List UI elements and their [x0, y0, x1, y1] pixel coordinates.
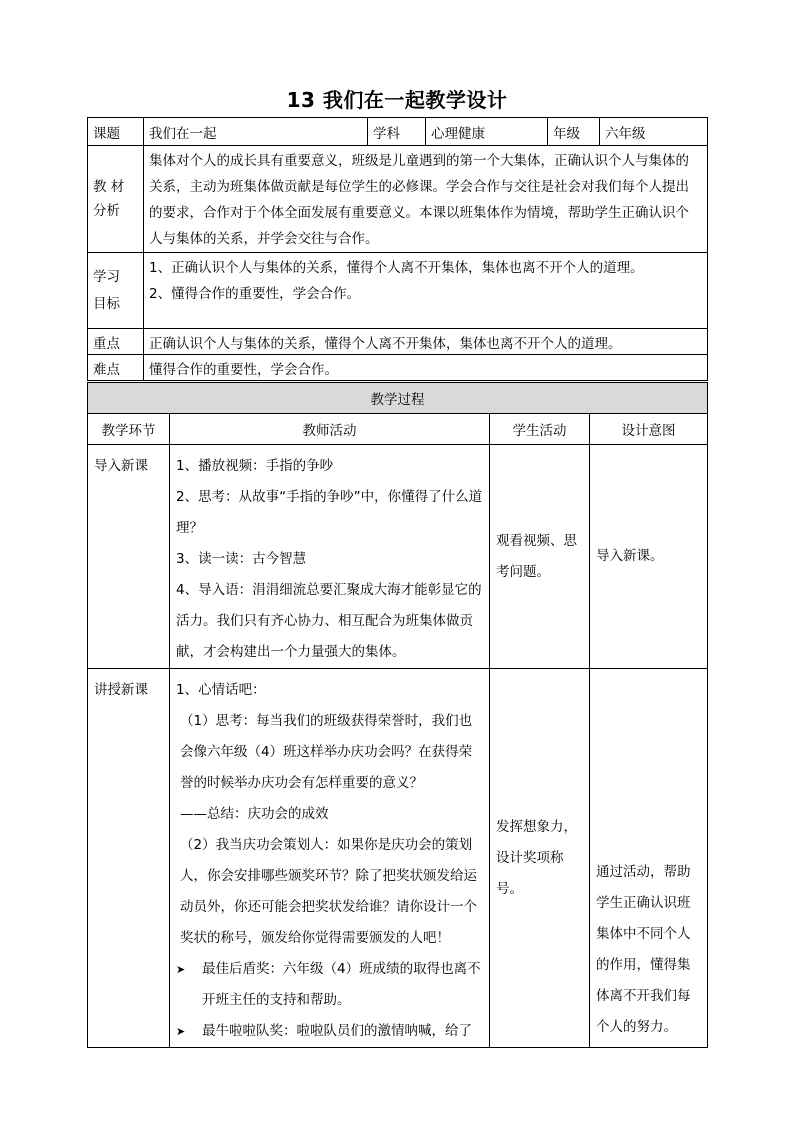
difficulty-text: 懂得合作的重要性，学会合作。	[144, 355, 708, 381]
goal-item: 2、懂得合作的重要性，学会合作。	[149, 286, 361, 302]
teacher-step: 4、导入语：涓涓细流总要汇聚成大海才能彰显它的活力。我们只有齐心协力、相互配合为班集体做贡献，才会构建出一个力量强大的集体。	[176, 582, 482, 660]
teacher-step: 2、思考：从故事“手指的争吵”中，你懂得了什么道理？	[176, 489, 483, 536]
page-title: 13 我们在一起教学设计	[286, 88, 508, 112]
analysis-label-line1: 教 材	[93, 179, 125, 195]
teacher-step: 1、播放视频：手指的争吵	[176, 458, 334, 474]
goals-label	[88, 253, 144, 329]
teacher-step: （1）思考：每当我们的班级获得荣誉时，我们也会像六年级（4）班这样举办庆功会吗？在获得荣誉的时候举办庆功会有怎样重要的意义？	[180, 713, 473, 791]
column-header-teacher: 教师活动	[170, 414, 490, 445]
column-header-intent: 设计意图	[590, 414, 708, 445]
award-item	[176, 954, 483, 1016]
goals-label-line1: 学习	[93, 268, 120, 285]
analysis-label-line2: 分析	[93, 203, 120, 219]
grade-label: 年级	[548, 118, 600, 146]
goals-cell	[144, 253, 708, 329]
goal-item: 1、正确认识个人与集体的关系，懂得个人离不开集体，集体也离不开个人的道理。	[149, 260, 644, 276]
table-row	[88, 669, 708, 1048]
course-value: 我们在一起	[144, 118, 368, 146]
subject-value: 心理健康	[426, 118, 548, 146]
analysis-text: 集体对个人的成长具有重要意义，班级是儿童遇到的第一个大集体，正确认识个人与集体的关系，主动为班集体做贡献是每位学生的必修课。学会合作与交往是社会对我们每个人提出的要求，合作对于个体全面发展有重要意义。本课以班集体作为情境，帮助学生正确认识个人与集体的关系，并学会交往与合作。	[144, 146, 708, 253]
teacher-step: 3、读一读：古今智慧	[176, 551, 307, 567]
teacher-step: ——总结：庆功会的成效	[180, 806, 329, 822]
design-intent-cell: 通过活动，帮助学生正确认识班集体中不同个人的作用，懂得集体离不开我们每个人的努力。	[590, 669, 708, 1048]
grade-value: 六年级	[600, 118, 708, 146]
subject-label: 学科	[368, 118, 426, 146]
difficulty-label: 难点	[88, 355, 144, 381]
teacher-activity-cell	[170, 445, 490, 669]
course-label: 课题	[88, 118, 144, 146]
student-activity-cell: 发挥想象力，设计奖项称号。	[490, 669, 590, 1048]
award-text: 最佳后盾奖：六年级（4）班成绩的取得也离不开班主任的支持和帮助。	[202, 961, 481, 1008]
arrow-bullet-icon: ➤	[176, 1025, 186, 1038]
design-intent-cell: 导入新课。	[590, 445, 708, 669]
student-activity-cell: 观看视频、思考问题。	[490, 445, 590, 669]
teacher-activity-cell	[170, 669, 490, 1048]
column-header-student: 学生活动	[490, 414, 590, 445]
table-row	[88, 445, 708, 669]
lesson-info-table	[87, 117, 708, 381]
goals-label-line2: 目标	[93, 295, 120, 312]
stage-cell: 导入新课	[88, 445, 170, 669]
stage-cell: 讲授新课	[88, 669, 170, 1048]
analysis-label	[88, 146, 144, 253]
key-label: 重点	[88, 329, 144, 355]
process-header: 教学过程	[88, 383, 708, 414]
teacher-step: 1、心情话吧：	[176, 682, 266, 698]
key-text: 正确认识个人与集体的关系，懂得个人离不开集体，集体也离不开个人的道理。	[144, 329, 708, 355]
column-header-stage: 教学环节	[88, 414, 170, 445]
teacher-step: （2）我当庆功会策划人：如果你是庆功会的策划人，你会安排哪些颁奖环节？除了把奖状颁发给运动员外，你还可能会把奖状发给谁？请你设计一个奖状的称号，颁发给你觉得需要颁发的人吧！	[180, 837, 477, 946]
teaching-process-table	[87, 382, 708, 1048]
arrow-bullet-icon: ➤	[176, 963, 186, 976]
award-item	[176, 1016, 483, 1047]
award-text: 最牛啦啦队奖：啦啦队员们的激情呐喊，给了	[202, 1023, 472, 1039]
